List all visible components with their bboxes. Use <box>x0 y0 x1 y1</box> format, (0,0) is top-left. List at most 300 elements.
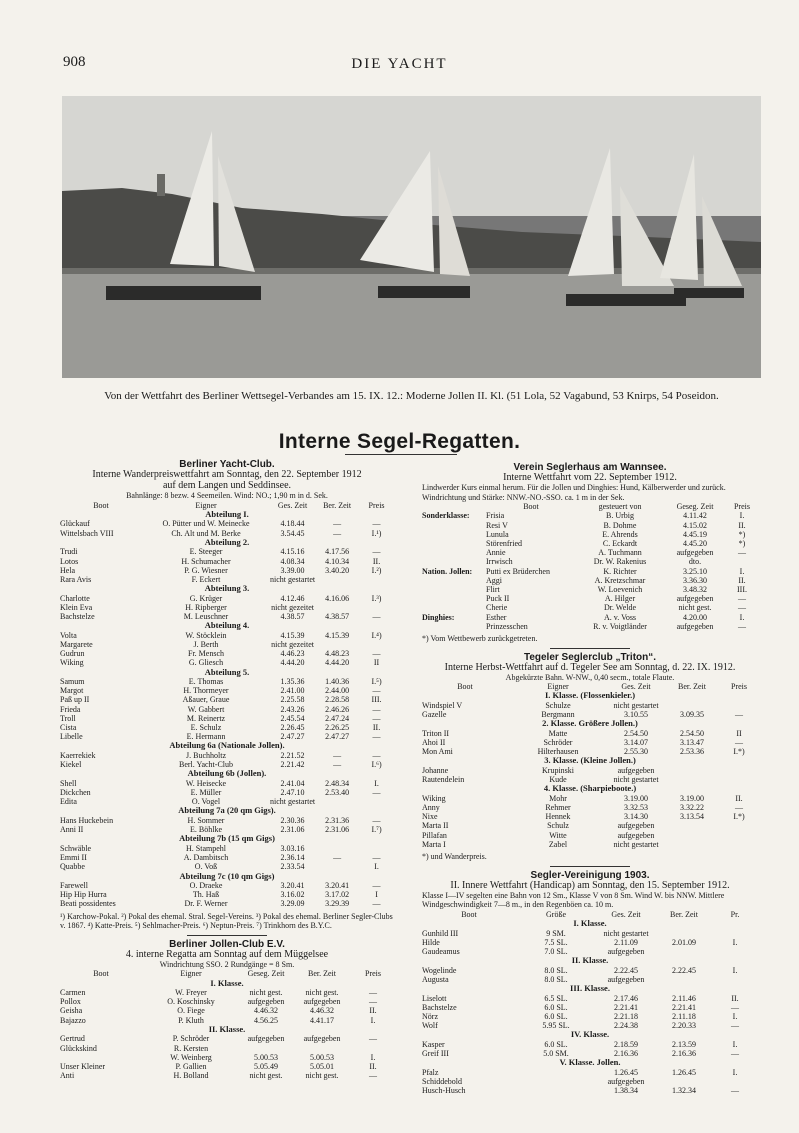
table-cell: 4.18.44 <box>280 519 305 529</box>
table-cell: 6.0 SL. <box>544 1039 568 1049</box>
table-cell: 2.17.46 <box>614 993 638 1003</box>
table-cell: 6.0 SL. <box>544 1002 568 1012</box>
byc-report <box>60 460 394 1080</box>
section-heading: V. Klasse. Jollen. <box>559 1057 621 1068</box>
bjc-header-berechnete-zeit: Ber. Zeit <box>308 969 336 979</box>
table-cell <box>422 585 486 594</box>
table-cell: 2.11.46 <box>672 993 696 1003</box>
table-cell: aufgegeben <box>607 974 645 984</box>
section-heading: II. Klasse. <box>571 955 609 966</box>
table-row <box>60 594 394 603</box>
table-cell: P. Kluth <box>178 1015 204 1025</box>
section-heading-row <box>422 784 758 794</box>
table-row <box>422 511 758 520</box>
table-cell: nicht gestartet <box>270 797 316 807</box>
byc-footnotes: ¹) Karchow-Pokal. ²) Pokal des ehemal. Stral. Segel-Vereins. ³) Pokal des ehemal. Berliner Segler-Clubs v. 1867. ⁴) Katte-Preis. ⁵) Sehlmacher-Preis. ⁶) Neptun-Preis. ⁷) Trinkhorn des B.Y.C. <box>60 911 393 931</box>
table-cell: aufgegeben <box>247 1034 285 1044</box>
table-cell <box>720 831 758 840</box>
table-cell: 3.03.16 <box>280 843 305 853</box>
table-cell: 1.26.45 <box>672 1067 696 1077</box>
triton-separator <box>550 866 630 867</box>
table-cell: Nixe <box>422 812 438 822</box>
table-cell: Husch-Husch <box>422 1086 466 1096</box>
table-cell: I.*) <box>733 812 745 822</box>
table-cell: Shell <box>60 778 77 788</box>
table-cell: 3.16.02 <box>280 890 305 900</box>
table-cell: 3.29.09 <box>280 899 305 909</box>
section-heading: Abteilung 7b (15 qm Gigs) <box>179 833 275 844</box>
table-cell: Gaudeamus <box>422 946 460 956</box>
table-cell: Sonderklasse: <box>422 511 470 521</box>
table-cell: Triton II <box>422 728 450 738</box>
table-cell: Schiddebold <box>422 1076 462 1086</box>
page-number: 908 <box>63 54 86 70</box>
byc-line3: Bahnlänge: 8 bezw. 4 Seemeilen. Wind: NO.; 1,90 m in d. Sek. <box>126 491 328 501</box>
table-cell: aufgegeben <box>303 997 341 1007</box>
table-row <box>422 539 758 548</box>
table-cell <box>656 975 712 984</box>
table-cell: Geisha <box>60 1006 83 1016</box>
table-cell: 2.44.00 <box>325 686 350 696</box>
triton-results-table <box>422 682 758 849</box>
table-cell: — <box>735 803 743 813</box>
vsw-results-body <box>422 511 758 631</box>
table-cell: Annie <box>486 548 506 558</box>
table-cell: — <box>372 788 381 798</box>
table-row <box>60 603 394 612</box>
section-heading: 2. Klasse. Größere Jollen.) <box>542 718 638 729</box>
table-cell: 4.15.39 <box>280 630 305 640</box>
table-cell: II. <box>738 575 746 585</box>
table-cell: Th. Haß <box>192 890 220 900</box>
table-cell: Samum <box>60 677 85 687</box>
table-cell: C. Eckardt <box>602 539 638 549</box>
table-cell: nicht gest. <box>305 1071 339 1081</box>
table-row <box>60 631 394 640</box>
table-cell: Hans Huckebein <box>60 815 114 825</box>
table-cell: nicht gestartet <box>613 839 659 849</box>
table-cell: II. <box>369 1061 377 1071</box>
table-cell: 2.11.09 <box>614 937 638 947</box>
table-row <box>60 899 394 908</box>
table-cell: A. Kretzschmar <box>594 575 646 585</box>
table-cell <box>359 603 394 612</box>
table-cell <box>664 701 720 710</box>
section-heading-row <box>422 956 758 966</box>
table-cell: Schröder <box>543 738 573 748</box>
table-cell <box>712 1077 758 1086</box>
table-cell: 3.32.53 <box>624 803 648 813</box>
table-cell: Nation. Jollen: <box>422 566 473 576</box>
sv1903-header-groesse: Größe <box>546 909 566 919</box>
table-cell: — <box>731 1049 739 1059</box>
table-cell: E. Ahrends <box>602 529 638 539</box>
table-cell: 2.48.34 <box>325 778 350 788</box>
table-cell: Frisia <box>486 511 505 521</box>
table-cell: A. Hilger <box>604 594 636 604</box>
section-heading-row <box>60 538 394 548</box>
table-cell: 9 SM. <box>546 928 566 938</box>
table-row <box>422 812 758 821</box>
table-cell: Mon Ami <box>422 747 453 757</box>
table-cell: — <box>731 1086 739 1096</box>
byc-results-body <box>60 510 394 909</box>
section-heading-row <box>422 984 758 994</box>
table-cell: nicht gest. <box>678 603 712 613</box>
table-cell: H. Bolland <box>173 1071 209 1081</box>
table-cell: 2.16.36 <box>614 1049 638 1059</box>
table-cell: I. <box>739 566 745 576</box>
table-row <box>60 686 394 695</box>
table-cell: — <box>333 750 342 760</box>
table-row <box>60 1044 394 1053</box>
table-cell <box>422 521 486 530</box>
section-heading-row <box>60 1025 394 1035</box>
vsw-table-header <box>422 502 758 511</box>
table-cell: II. <box>369 1006 377 1016</box>
bjc-header-eigner: Eigner <box>180 969 202 979</box>
section-heading-row <box>60 741 394 751</box>
table-cell <box>656 1077 712 1086</box>
triton-header-eigner: Eigner <box>547 682 569 692</box>
table-row <box>422 530 758 539</box>
table-cell: Flirt <box>486 585 500 595</box>
table-cell: Hennek <box>545 812 571 822</box>
table-cell: aufgegeben <box>607 1076 645 1086</box>
table-cell: Kasper <box>422 1039 445 1049</box>
table-cell: II. <box>372 723 381 733</box>
bjc-header-preis: Preis <box>365 969 381 979</box>
table-cell: III. <box>737 585 747 595</box>
table-cell: A. Tuchmann <box>598 548 642 558</box>
triton-line2: Abgekürzte Bahn. W-NW., 0,40 secm., totale Flaute. <box>505 672 675 682</box>
table-cell: E. Thomas <box>188 677 224 687</box>
table-cell: — <box>372 519 381 529</box>
table-cell: P. Schröder <box>172 1034 210 1044</box>
table-row <box>422 729 758 738</box>
table-row <box>60 1071 394 1080</box>
table-row <box>422 613 758 622</box>
table-cell <box>712 947 758 956</box>
table-cell: 5.00.53 <box>310 1052 334 1062</box>
table-cell <box>422 603 486 612</box>
table-cell: Wittelsbach VIII <box>60 528 114 538</box>
table-cell: — <box>369 1071 377 1081</box>
section-heading-row <box>60 806 394 816</box>
section-heading: Abteilung 6b (Jollen). <box>187 768 267 779</box>
table-cell: 3.40.20 <box>325 565 350 575</box>
table-cell: 1.26.45 <box>614 1067 638 1077</box>
table-cell: Pollox <box>60 997 81 1007</box>
table-cell: 4.44.20 <box>280 658 305 668</box>
table-cell: 2.16.36 <box>672 1049 696 1059</box>
table-cell: — <box>333 853 342 863</box>
table-row <box>60 649 394 658</box>
table-row <box>422 766 758 775</box>
byc-line2: auf dem Langen und Seddinsee. <box>162 480 292 492</box>
table-cell: 2.21.52 <box>280 750 305 760</box>
table-cell: — <box>735 738 743 748</box>
section-heading-row <box>60 834 394 844</box>
table-row <box>422 603 758 612</box>
table-cell: 3.13.47 <box>680 738 704 748</box>
table-cell <box>422 548 486 557</box>
table-cell: 5.00.53 <box>254 1052 278 1062</box>
table-cell: 2.01.09 <box>672 937 696 947</box>
sv1903-results-table <box>422 910 758 1096</box>
table-cell: — <box>333 519 342 529</box>
table-cell: Wolf <box>422 1021 438 1031</box>
vsw-results-table <box>422 502 758 631</box>
table-cell: Kaerrekiek <box>60 750 96 760</box>
section-heading-row <box>60 510 394 520</box>
table-cell: 6.5 SL. <box>544 993 568 1003</box>
table-cell <box>656 947 712 956</box>
table-cell <box>516 1077 596 1086</box>
table-row <box>422 1068 758 1077</box>
table-cell: 3.09.35 <box>680 710 704 720</box>
table-cell <box>240 1044 292 1053</box>
table-cell: 4.44.20 <box>325 658 350 668</box>
table-cell: — <box>372 853 381 863</box>
table-cell: II. <box>735 793 743 803</box>
table-cell <box>315 603 359 612</box>
vsw-header-preis: Preis <box>734 502 750 512</box>
section-heading: I. Klasse. (Flossenkieler.) <box>544 690 636 701</box>
table-cell: O. Koschinsky <box>167 997 215 1007</box>
table-cell: Lunula <box>486 529 509 539</box>
table-cell: 2.55.30 <box>624 747 648 757</box>
table-cell <box>664 766 720 775</box>
table-cell: Dr. Welde <box>603 603 637 613</box>
table-cell: 2.13.59 <box>672 1039 696 1049</box>
sv1903-header-preis: Pr. <box>730 909 740 919</box>
table-cell: Anni II <box>60 825 84 835</box>
vsw-header-klasse <box>422 502 486 511</box>
table-cell: Gertrud <box>60 1034 85 1044</box>
section-heading: Abteilung 6a (Nationale Jollen). <box>169 740 285 751</box>
sv1903-header-gesamtzeit: Ges. Zeit <box>611 909 641 919</box>
table-cell: Edita <box>60 797 77 807</box>
table-cell: 2.41.00 <box>280 686 305 696</box>
table-row <box>60 853 394 862</box>
table-cell: Krupinski <box>542 765 574 775</box>
table-cell: Bachstelze <box>422 1002 457 1012</box>
table-cell: E. Steeger <box>189 547 223 557</box>
table-cell: 2.31.36 <box>325 815 350 825</box>
table-cell: Hilde <box>422 937 440 947</box>
table-cell <box>664 840 720 849</box>
table-cell: Gazelle <box>422 710 447 720</box>
table-cell: P. Gallien <box>175 1061 207 1071</box>
table-cell: II <box>736 728 742 738</box>
byc-header-preis: Preis <box>368 500 385 510</box>
table-cell: Libelle <box>60 732 83 742</box>
table-cell: Irrwisch <box>486 557 513 567</box>
table-cell: — <box>333 528 342 538</box>
table-cell: O. Voß <box>194 862 218 872</box>
section-heading-row <box>60 979 394 989</box>
table-cell <box>315 797 359 806</box>
table-cell <box>422 576 486 585</box>
table-cell: Beati possidentes <box>60 899 116 909</box>
table-cell <box>422 594 486 603</box>
table-row <box>60 844 394 853</box>
table-row <box>422 1077 758 1086</box>
table-cell: H. Stampehl <box>186 843 226 853</box>
table-cell: II <box>373 658 380 668</box>
table-cell: 2.20.33 <box>672 1021 696 1031</box>
table-cell: Rehmer <box>545 803 571 813</box>
table-cell: 3.48.32 <box>683 585 707 595</box>
table-cell: 3.20.41 <box>325 881 350 890</box>
table-cell <box>60 1053 142 1062</box>
table-row <box>60 1034 394 1043</box>
table-cell: I <box>375 890 378 900</box>
table-cell: 1.40.36 <box>325 677 350 687</box>
table-cell: 2.26.45 <box>280 723 305 733</box>
section-heading: Abteilung 7c (10 qm Gigs) <box>179 870 275 881</box>
table-cell: 3.17.02 <box>325 890 350 900</box>
table-cell: Hilterhausen <box>537 747 579 757</box>
section-heading: Abteilung 4. <box>204 620 250 631</box>
table-cell: Bajazzo <box>60 1015 86 1025</box>
table-cell: A. Dambitsch <box>183 853 229 863</box>
table-cell: 2.31.06 <box>280 825 305 835</box>
table-cell: Bergmann <box>541 710 575 720</box>
table-cell: Zabel <box>548 839 568 849</box>
table-cell: — <box>369 988 377 998</box>
byc-header-gesamtzeit: Ges. Zeit <box>277 500 308 510</box>
table-cell: 4.17.56 <box>325 547 350 557</box>
table-cell: I.⁵) <box>371 677 382 687</box>
table-cell: 2.43.26 <box>280 704 305 714</box>
table-cell: Cista <box>60 723 77 733</box>
table-row <box>422 1012 758 1021</box>
table-cell: I. <box>732 1067 738 1077</box>
table-row <box>422 1086 758 1095</box>
table-cell: M. Reinertz <box>186 713 226 723</box>
table-cell: Anti <box>60 1071 75 1081</box>
table-row <box>422 821 758 830</box>
table-cell: 2.30.36 <box>280 815 305 825</box>
table-cell: 4.15.39 <box>325 630 350 640</box>
table-cell: Frieda <box>60 704 81 714</box>
section-heading-row <box>60 769 394 779</box>
table-cell: aufgegeben <box>617 830 655 840</box>
table-cell: 2.54.50 <box>680 728 704 738</box>
table-cell: — <box>372 881 381 890</box>
table-cell: Dickchen <box>60 788 91 798</box>
table-cell: G. Gliesch <box>188 658 224 668</box>
table-cell: 4.46.32 <box>254 1006 278 1016</box>
table-cell: J. Berth <box>193 639 219 649</box>
table-cell: Resi V <box>486 520 508 530</box>
table-cell: Klein Eva <box>60 602 93 612</box>
sv1903-header-berechnete-zeit: Ber. Zeit <box>670 909 698 919</box>
table-cell: 2.21.41 <box>672 1002 696 1012</box>
table-cell <box>720 840 758 849</box>
table-cell: nicht gezeitet <box>271 602 314 612</box>
table-row <box>60 723 394 732</box>
table-row <box>60 705 394 714</box>
table-cell: I. <box>374 778 379 788</box>
table-cell: 4.11.42 <box>683 511 707 521</box>
bjc-results-body <box>60 979 394 1081</box>
table-cell: R. Kersten <box>173 1043 209 1053</box>
table-cell: 4.38.57 <box>325 612 350 622</box>
table-cell <box>359 844 394 853</box>
table-cell: 2.11.18 <box>672 1011 696 1021</box>
table-cell: Dr. W. Rakenius <box>593 557 647 567</box>
table-cell: Störenfried <box>486 539 522 549</box>
section-heading-row <box>422 1030 758 1040</box>
table-cell: — <box>738 603 746 613</box>
table-cell <box>656 929 712 938</box>
vsw-header-gesteuert-von: gesteuert von <box>598 502 642 512</box>
table-cell: 2.46.26 <box>325 704 350 714</box>
table-cell <box>664 821 720 830</box>
table-cell: Margarete <box>60 639 93 649</box>
table-cell: 3.54.45 <box>280 528 305 538</box>
table-cell <box>422 557 486 566</box>
table-cell: 2.18.59 <box>614 1039 638 1049</box>
table-cell: Paß up II <box>60 695 90 705</box>
table-cell: M. Leuschner <box>183 612 229 622</box>
table-cell: II. <box>738 520 746 530</box>
table-cell: Schwäble <box>60 843 92 853</box>
right-column <box>422 463 758 1095</box>
table-row <box>60 816 394 825</box>
sv1903-results-body <box>422 919 758 1095</box>
table-cell: R. v. Voigtländer <box>593 621 647 631</box>
table-cell <box>664 775 720 784</box>
table-cell: — <box>372 815 381 825</box>
table-cell: Cherie <box>486 603 508 613</box>
section-heading: Abteilung 2. <box>204 536 250 547</box>
table-cell: Kude <box>549 775 567 785</box>
sailing-photo <box>62 96 761 378</box>
table-cell: Farewell <box>60 881 88 890</box>
table-cell: aufgegeben <box>617 821 655 831</box>
section-heading-row <box>422 756 758 766</box>
table-cell: E. Böhlke <box>190 825 222 835</box>
table-cell: 1.32.34 <box>672 1086 696 1096</box>
sv1903-line2: Klasse I—IV segelten eine Bahn von 12 Sm., Klasse V von 8 Sm. Wind W. bis NNW. Mittlere Windgeschwindigkeit 7—8 m., in den Regenböen ca. 10 m. <box>422 890 725 910</box>
byc-header-berechnete-zeit: Ber. Zeit <box>323 500 352 510</box>
table-cell: Aggi <box>486 575 502 585</box>
table-cell: III. <box>371 695 382 705</box>
table-cell: F. Eckert <box>191 574 221 584</box>
table-cell: *) <box>738 529 746 539</box>
table-cell: Matte <box>548 728 568 738</box>
table-cell: nicht gest. <box>249 988 283 998</box>
table-cell: Putti ex Brüderchen <box>486 566 550 576</box>
title-rule <box>345 454 457 455</box>
table-row <box>422 576 758 585</box>
table-row <box>422 803 758 812</box>
table-cell: 2.22.45 <box>614 965 638 975</box>
table-cell: 2.54.50 <box>624 728 648 738</box>
table-cell: — <box>372 713 381 723</box>
section-heading-row <box>422 691 758 701</box>
table-cell: I. <box>732 965 738 975</box>
table-cell: 4.41.17 <box>310 1015 334 1025</box>
table-row <box>60 881 394 890</box>
table-cell: 5.05.49 <box>254 1061 278 1071</box>
table-cell: Gudrun <box>60 649 85 659</box>
table-cell: Nörz <box>422 1011 438 1021</box>
